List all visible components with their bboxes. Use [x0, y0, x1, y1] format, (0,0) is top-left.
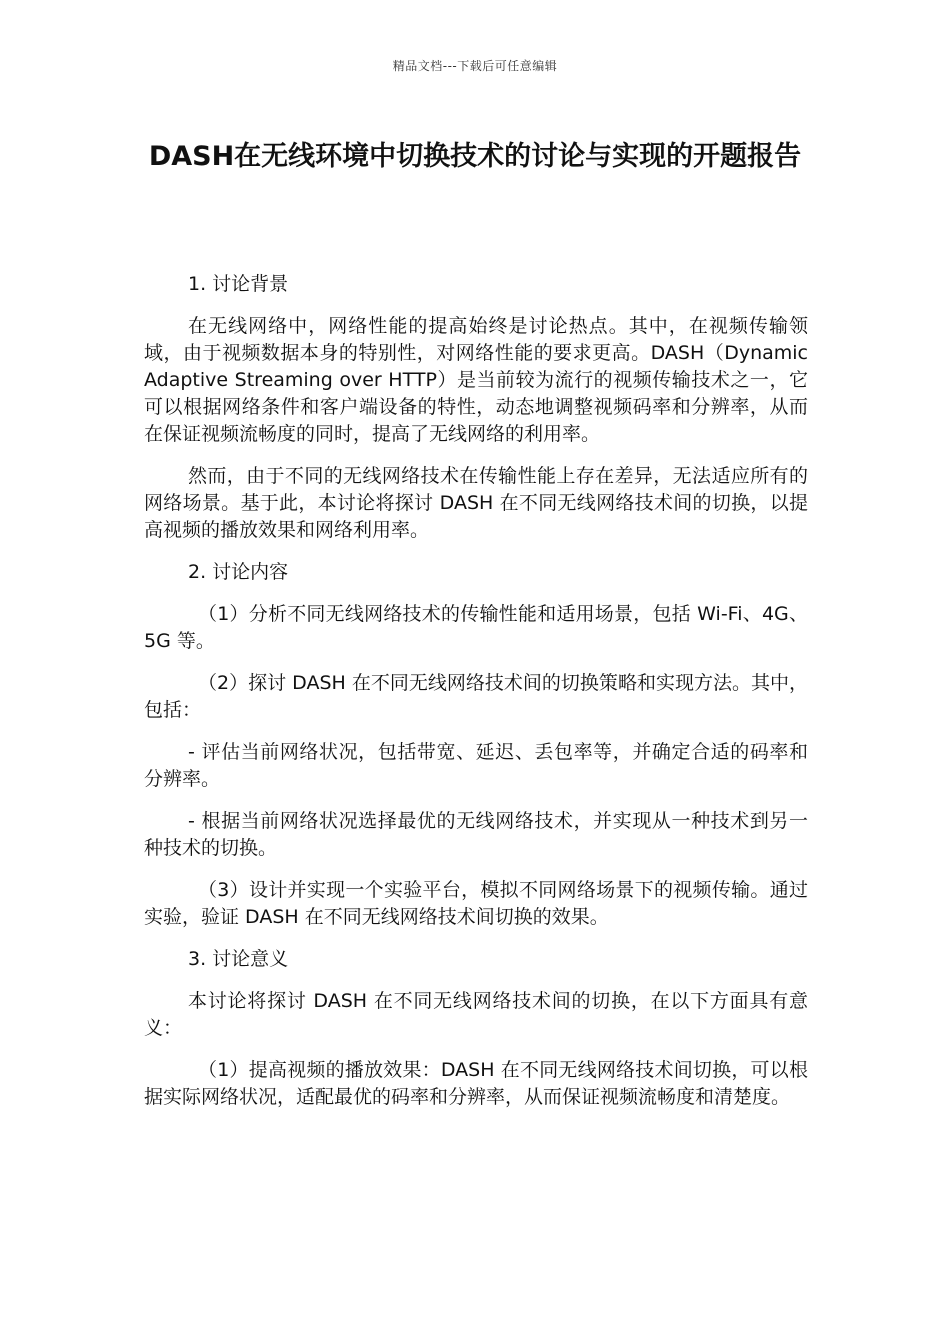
paragraph-background-1: 在无线网络中，网络性能的提高始终是讨论热点。其中，在视频传输领域，由于视频数据本身的特别性，对网络性能的要求更高。DASH（Dynamic Adaptive Streaming over HTTP）是当前较为流行的视频传输技术之一，它可以根据网络条件和客户端设备的特性，动态地调整视频码率和分辨率，从而在保证视频流畅度的同时，提高了无线网络的利用率。 [144, 315, 808, 445]
paragraph-background-2: 然而，由于不同的无线网络技术在传输性能上存在差异，无法适应所有的网络场景。基于此，本讨论将探讨 DASH 在不同无线网络技术间的切换，以提高视频的播放效果和网络利用率。 [144, 465, 808, 541]
list-item-content-1: （1）分析不同无线网络技术的传输性能和适用场景，包括 Wi-Fi、4G、5G 等。 [144, 603, 808, 652]
section-heading-significance: 3. 讨论意义 [188, 948, 289, 970]
list-item-significance-1: （1）提高视频的播放效果：DASH 在不同无线网络技术间切换，可以根据实际网络状况，适配最优的码率和分辨率，从而保证视频流畅度和清楚度。 [144, 1059, 808, 1108]
document-title: DASH在无线环境中切换技术的讨论与实现的开题报告 [148, 141, 802, 172]
bullet-item-2: - 根据当前网络状况选择最优的无线网络技术，并实现从一种技术到另一种技术的切换。 [144, 810, 808, 859]
section-heading-content: 2. 讨论内容 [188, 561, 289, 583]
bullet-item-1: - 评估当前网络状况，包括带宽、延迟、丢包率等，并确定合适的码率和分辨率。 [144, 741, 808, 790]
page-header: 精品文档---下载后可任意编辑 [392, 59, 558, 73]
list-item-content-3: （3）设计并实现一个实验平台，模拟不同网络场景下的视频传输。通过实验，验证 DASH 在不同无线网络技术间切换的效果。 [144, 879, 808, 928]
section-heading-background: 1. 讨论背景 [188, 273, 289, 295]
paragraph-significance-1: 本讨论将探讨 DASH 在不同无线网络技术间的切换，在以下方面具有意义： [144, 990, 808, 1039]
list-item-content-2: （2）探讨 DASH 在不同无线网络技术间的切换策略和实现方法。其中，包括： [144, 672, 808, 721]
document-body [144, 271, 808, 1126]
